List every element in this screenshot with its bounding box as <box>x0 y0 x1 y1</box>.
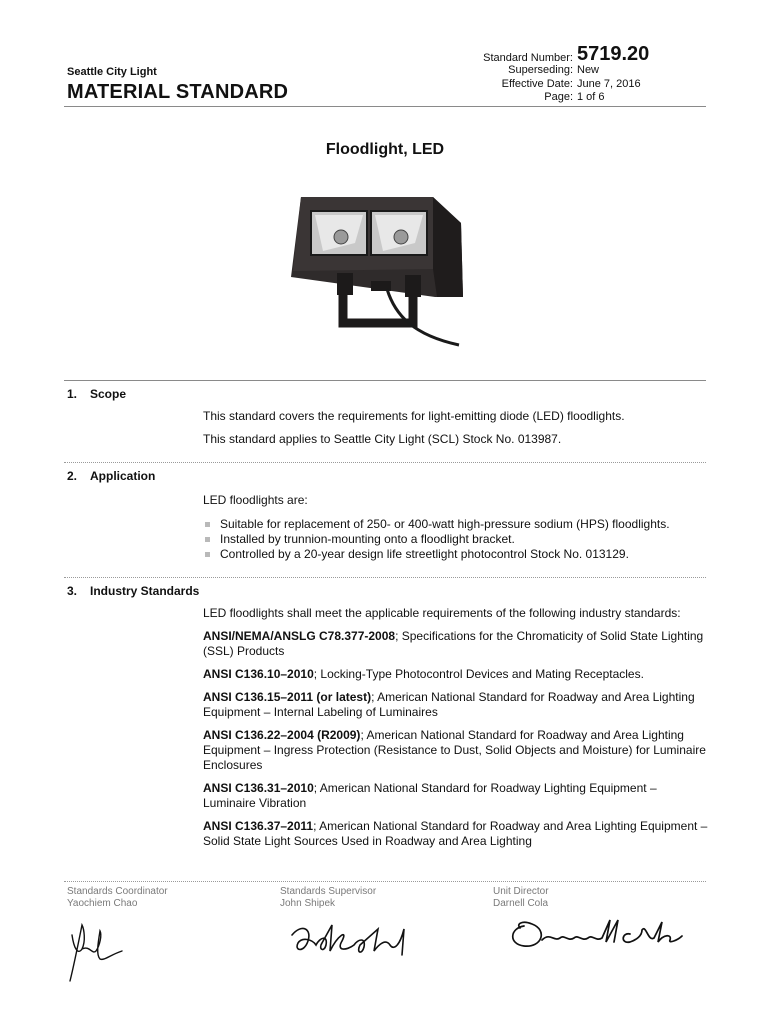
standard-number-value: 5719.20 <box>577 43 650 65</box>
signature-coordinator <box>60 915 130 987</box>
list-item: Suitable for replacement of 250- or 400-watt high-pressure sodium (HPS) floodlights. <box>203 517 708 532</box>
signer-role: Standards Coordinator <box>67 886 168 897</box>
standard-item: ANSI C136.37–2011; American National Standard for Roadway and Area Lighting Equipment – Solid State Light Sources Used in Roadway and Area Lighting <box>203 819 708 848</box>
standard-number-row <box>420 39 720 64</box>
application-bullet-list <box>203 517 708 562</box>
standard-item: ANSI C136.31–2010; American National Standard for Roadway Lighting Equipment – Luminaire Vibration <box>203 781 657 810</box>
standard-code: ANSI C136.31–2010 <box>203 781 314 795</box>
section-industry-standards-body <box>203 606 708 857</box>
effective-date-value: June 7, 2016 <box>577 77 641 90</box>
standard-item: ANSI C136.10–2010; Locking-Type Photocontrol Devices and Mating Receptacles. <box>203 667 644 681</box>
section-industry-standards-heading: 3. Industry Standards <box>67 584 200 598</box>
signature-supervisor <box>282 915 422 965</box>
scope-divider <box>64 380 706 381</box>
floodlight-photo <box>283 185 475 355</box>
header-divider <box>64 106 706 107</box>
document-metadata <box>420 39 720 105</box>
section-application-body <box>203 493 708 562</box>
application-intro: LED floodlights are: <box>203 493 308 507</box>
standard-number-label: Standard Number: <box>483 52 573 64</box>
section-scope-heading: 1. Scope <box>67 387 127 401</box>
scope-paragraph-2: This standard applies to Seattle City Light (SCL) Stock No. 013987. <box>203 432 562 446</box>
standard-code: ANSI/NEMA/ANSLG C78.377-2008 <box>203 629 396 643</box>
industry-standards-divider <box>64 577 706 578</box>
scope-paragraph-1: This standard covers the requirements for light-emitting diode (LED) floodlights. <box>203 409 625 423</box>
application-divider <box>64 462 706 463</box>
section-application-heading: 2. Application <box>67 469 156 483</box>
signer-role: Standards Supervisor <box>280 886 377 897</box>
page-label: Page: <box>544 91 573 103</box>
signature-director <box>502 912 692 956</box>
signature-block-director <box>493 886 549 910</box>
superseding-value: New <box>577 64 600 76</box>
signature-block-coordinator <box>67 886 168 910</box>
signer-role: Unit Director <box>493 886 549 897</box>
standard-code: ANSI C136.10–2010 <box>203 667 314 681</box>
superseding-row <box>420 64 720 78</box>
section-scope-body <box>203 409 708 455</box>
effective-date-label: Effective Date: <box>501 77 573 90</box>
standard-item: ANSI C136.15–2011 (or latest); American National Standard for Roadway and Area Lighting Equipment – Internal Labeling of Luminaires <box>203 690 695 719</box>
page-title: Floodlight, LED <box>325 141 445 158</box>
power-cable <box>387 289 459 345</box>
standard-item: ANSI C136.22–2004 (R2009); American National Standard for Roadway and Area Lighting Equipment – Ingress Protection (Resistance to Dust, Solid Objects and Moisture) for Luminaire Enclosures <box>203 728 706 772</box>
signer-name: John Shipek <box>280 898 336 909</box>
signature-block-supervisor <box>280 886 376 910</box>
page-value: 1 of 6 <box>577 91 605 103</box>
standard-code: ANSI C136.37–2011 <box>203 819 314 833</box>
industry-standards-intro: LED floodlights shall meet the applicable requirements of the following industry standards: <box>203 606 681 620</box>
organization-name: Seattle City Light <box>67 66 157 78</box>
list-item: Installed by trunnion-mounting onto a floodlight bracket. <box>203 532 708 547</box>
superseding-label: Superseding: <box>508 64 573 76</box>
signer-name: Darnell Cola <box>493 898 549 909</box>
standard-code: ANSI C136.22–2004 (R2009) <box>203 728 361 742</box>
standard-code: ANSI C136.15–2011 (or latest) <box>203 690 372 704</box>
effective-date-row <box>420 78 720 92</box>
document-type-title: MATERIAL STANDARD <box>67 81 289 103</box>
footer-divider <box>64 881 706 882</box>
page-row <box>420 91 720 105</box>
list-item: Controlled by a 20-year design life streetlight photocontrol Stock No. 013129. <box>203 547 708 562</box>
standard-item: ANSI/NEMA/ANSLG C78.377-2008; Specifications for the Chromaticity of Solid State Lighting (SSL) Products <box>203 629 704 658</box>
signer-name: Yaochiem Chao <box>67 898 138 909</box>
